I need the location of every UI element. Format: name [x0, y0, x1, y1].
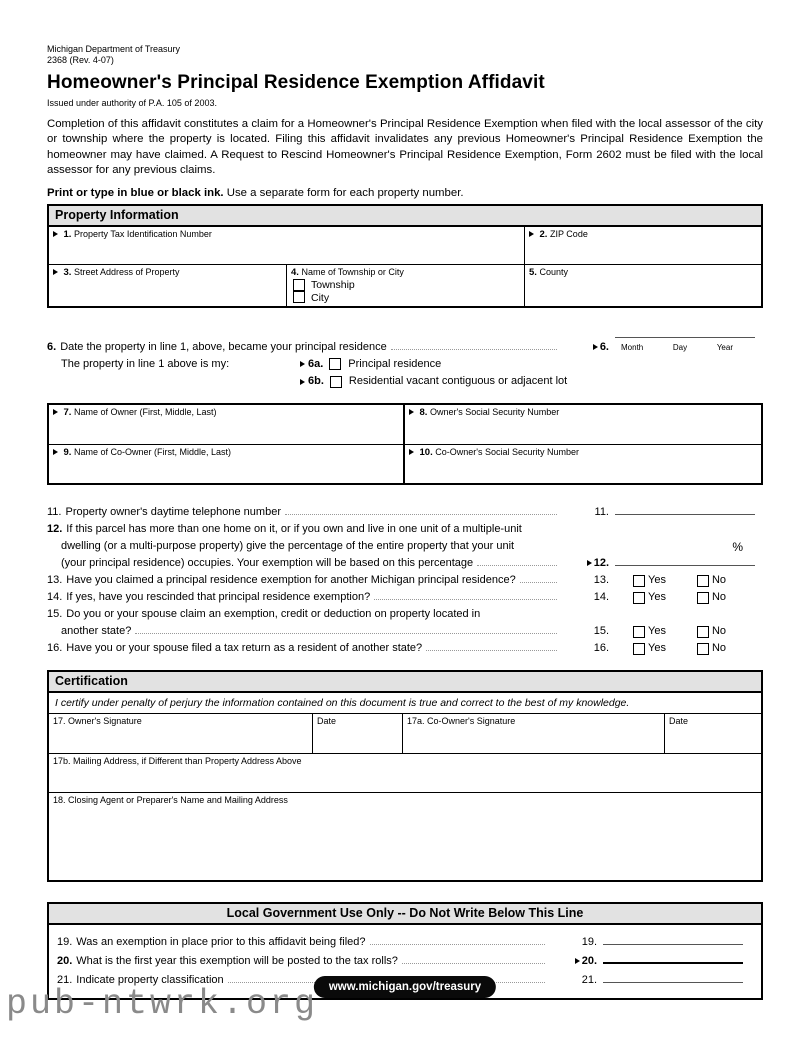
field-label: Date	[317, 716, 337, 727]
questions-section	[47, 502, 763, 657]
treasury-url-pill[interactable]	[314, 976, 496, 998]
phone-answer-line[interactable]	[615, 502, 755, 515]
arrow-icon	[409, 409, 414, 415]
q15-label-1: Do you or your spouse claim an exemption, credit or deduction on property located in	[66, 608, 481, 621]
field-label: Property Tax Identification Number	[73, 228, 212, 239]
mailing-address-field[interactable]	[49, 754, 761, 793]
q6-label: Date the property in line 1, above, became your principal residence	[60, 340, 387, 353]
q6-sub-label: The property in line 1 above is my:	[61, 358, 230, 371]
form-content	[47, 44, 763, 1000]
line6b-row	[47, 373, 763, 390]
q15-label-2: another state?	[61, 625, 132, 638]
q16-answer-number: 16.	[593, 642, 609, 655]
q21-answer-line[interactable]	[603, 970, 743, 983]
percent-sign: %	[732, 540, 743, 555]
q20-answer-area	[551, 951, 751, 970]
q13-yes-option	[633, 572, 666, 589]
percentage-answer-line[interactable]	[615, 553, 755, 566]
dotted-leader	[520, 582, 557, 583]
q13-label: Have you claimed a principal residence exemption for another Michigan principal residence?	[66, 574, 516, 587]
q20-answer-number	[551, 953, 597, 970]
q12-label-1: If this parcel has more than one home on it, or if you own and live in one unit of a multiple-unit	[66, 523, 522, 536]
certification-header: Certification	[49, 672, 761, 693]
q15-no-label: No	[711, 625, 727, 638]
q6b-checkbox[interactable]	[330, 376, 342, 388]
dotted-leader	[135, 633, 557, 634]
q6a-number: 6a.	[308, 357, 324, 370]
q19-answer-line[interactable]	[603, 932, 743, 945]
field-number: 18.	[53, 795, 66, 806]
owner-signature-field[interactable]	[49, 714, 313, 753]
q11-answer-area	[563, 502, 763, 521]
q20-row	[57, 951, 751, 970]
q12-label-2: dwelling (or a multi-purpose property) give the percentage of the entire property that your unit	[61, 540, 515, 553]
field-number: 10.	[419, 447, 433, 459]
q6b-label: Residential vacant contiguous or adjacent lot	[348, 375, 568, 388]
q12-answer-area	[563, 521, 763, 572]
arrow-icon	[575, 958, 580, 964]
arrow-icon	[53, 269, 58, 275]
q19-row	[57, 932, 751, 951]
q21-answer-area	[551, 970, 751, 989]
q15-line1	[47, 606, 563, 623]
city-checkbox[interactable]	[293, 291, 305, 303]
form-title: Homeowner's Principal Residence Exemption Affidavit	[47, 72, 545, 93]
field-number: 8.	[419, 407, 428, 419]
field-label: Name of Township or City	[301, 266, 404, 277]
q13-row	[47, 572, 763, 589]
field-number: 7.	[63, 407, 72, 419]
q15-number: 15.	[47, 608, 63, 621]
q11-label: Property owner's daytime telephone number	[65, 506, 281, 519]
q14-yes-option	[633, 589, 666, 606]
field-label: Mailing Address, if Different than Property Address Above	[73, 756, 302, 767]
q19-answer-area	[551, 932, 751, 951]
city-option	[293, 292, 520, 304]
q16-no-label: No	[711, 642, 727, 655]
q14-answer-area	[563, 589, 763, 606]
field-label: Name of Co-Owner (First, Middle, Last)	[73, 447, 232, 458]
line6a-row	[47, 356, 763, 374]
co-owner-ssn-field[interactable]	[405, 445, 761, 483]
field-number: 9.	[63, 447, 72, 459]
dotted-leader	[285, 514, 557, 515]
q12-text	[47, 521, 563, 572]
signature-row	[49, 714, 761, 754]
q15-yes-label: Yes	[648, 625, 666, 638]
q6b-option	[300, 373, 567, 390]
dotted-leader	[370, 944, 545, 945]
q21-label: Indicate property classification	[76, 974, 224, 987]
arrow-icon	[587, 560, 592, 566]
q16-yes-option	[633, 640, 666, 657]
agency-name: Michigan Department of Treasury	[47, 44, 181, 54]
township-option	[293, 279, 520, 291]
arrow-icon	[529, 231, 534, 237]
q12-line3	[47, 555, 563, 572]
q15-no-checkbox[interactable]	[697, 626, 709, 638]
field-number: 17.	[53, 716, 66, 727]
arrow-icon	[300, 379, 305, 385]
q15-row	[47, 606, 763, 640]
q13-no-label: No	[711, 574, 727, 587]
local-gov-header: Local Government Use Only -- Do Not Write Below This Line	[49, 904, 761, 925]
arrow-icon	[593, 344, 598, 350]
q6a-checkbox[interactable]	[329, 358, 341, 370]
q12-row	[47, 521, 763, 572]
field-number: 17a.	[407, 716, 425, 727]
q12-line1	[47, 521, 563, 538]
co-owner-name-field[interactable]	[49, 445, 405, 483]
instructions-rest: Use a separate form for each property number.	[223, 186, 464, 199]
q15-text	[47, 606, 563, 640]
q6-answer-num-text: 6.	[599, 340, 609, 353]
property-info-row-2	[49, 265, 761, 306]
owner-name-field[interactable]	[49, 405, 405, 444]
field-label: Co-Owner's Signature	[427, 716, 516, 727]
q14-yes-checkbox[interactable]	[633, 592, 645, 604]
q13-no-checkbox[interactable]	[697, 575, 709, 587]
day-label: Day	[672, 342, 688, 352]
q11-number: 11.	[47, 506, 62, 519]
q14-no-checkbox[interactable]	[697, 592, 709, 604]
q19-answer-number: 19.	[581, 936, 597, 949]
month-label: Month	[621, 342, 644, 352]
field-number: 2.	[539, 228, 548, 240]
dotted-leader	[477, 565, 557, 566]
q16-row	[47, 640, 763, 657]
arrow-icon	[53, 409, 58, 415]
q20-number: 20.	[57, 955, 73, 968]
q6-answer-number	[563, 339, 609, 356]
q14-label: If yes, have you rescinded that principal residence exemption?	[66, 591, 371, 604]
field-number: 1.	[63, 228, 72, 240]
q16-yes-label: Yes	[648, 642, 666, 655]
q16-no-option	[697, 640, 726, 657]
dotted-leader	[402, 963, 545, 964]
q13-answer-area	[563, 572, 763, 589]
co-owner-signature-date-field[interactable]	[665, 714, 761, 753]
township-city-field[interactable]	[287, 265, 525, 306]
q13-yes-label: Yes	[648, 574, 666, 587]
q20-answer-line[interactable]	[603, 951, 743, 964]
treasury-url-text: www.michigan.gov/treasury	[328, 981, 482, 993]
field-number: 3.	[63, 266, 72, 278]
owner-row-1	[49, 405, 761, 444]
dotted-leader	[374, 599, 557, 600]
q14-no-option	[697, 589, 726, 606]
owner-ssn-field[interactable]	[405, 405, 761, 444]
q6b-number: 6b.	[308, 375, 324, 388]
field-label: Owner's Signature	[68, 716, 142, 727]
q12-label-3: (your principal residence) occupies. Your exemption will be based on this percentage	[61, 557, 474, 570]
field-label: Street Address of Property	[73, 266, 180, 277]
q15-no-option	[697, 623, 726, 640]
line6-section	[47, 325, 763, 391]
field-number: 4.	[291, 266, 299, 278]
certification-section	[47, 670, 763, 882]
q16-yes-checkbox[interactable]	[633, 643, 645, 655]
q13-yes-checkbox[interactable]	[633, 575, 645, 587]
co-owner-signature-field[interactable]	[403, 714, 665, 753]
dotted-leader	[426, 650, 557, 651]
q11-row	[47, 502, 763, 521]
q21-number: 21.	[57, 974, 73, 987]
county-field[interactable]	[525, 265, 761, 306]
property-tax-id-field[interactable]	[49, 227, 525, 264]
township-checkbox[interactable]	[293, 279, 305, 291]
owner-row-2	[49, 444, 761, 483]
line6-row	[47, 325, 763, 356]
q12-number: 12.	[47, 523, 63, 536]
q12-answer-num-text: 12.	[593, 557, 609, 570]
q15-yes-option	[633, 623, 666, 640]
township-label: Township	[311, 278, 355, 291]
intro-paragraph: Completion of this affidavit constitutes a claim for a Homeowner's Principal Residence Exemption when filed with the local assessor of the city or township where the property is located. Filing this affidavit invalidates any previous Homeowner's Principal Residence Exemption the homeowner may have claimed. A Request to Rescind Homeowner's Principal Residence Exemption, Form 2602 must be filed with the local assessor for any previous claims.	[47, 118, 763, 177]
q13-number: 13.	[47, 574, 63, 587]
year-label: Year	[716, 342, 733, 352]
instructions-line	[47, 187, 763, 199]
q6-number: 6.	[47, 340, 57, 353]
date-field	[615, 325, 755, 356]
field-label: ZIP Code	[549, 228, 588, 239]
field-label: Co-Owner's Social Security Number	[435, 447, 580, 458]
q15-answer-number: 15.	[593, 625, 609, 638]
q14-row	[47, 589, 763, 606]
field-label: Name of Owner (First, Middle, Last)	[73, 407, 217, 418]
q15-yes-checkbox[interactable]	[633, 626, 645, 638]
dotted-leader	[391, 349, 557, 350]
closing-agent-field[interactable]	[49, 793, 761, 880]
q15-answer-area	[563, 623, 763, 640]
street-address-field[interactable]	[49, 265, 287, 306]
certification-statement: I certify under penalty of perjury the information contained on this document is true and correct to the best of my knowledge.	[49, 693, 761, 714]
q16-label: Have you or your spouse filed a tax return as a resident of another state?	[66, 642, 423, 655]
q14-answer-number: 14.	[593, 591, 609, 604]
q6a-option	[300, 356, 441, 373]
field-number: 17b.	[53, 756, 71, 767]
zip-code-field[interactable]	[525, 227, 761, 264]
property-info-row-1	[49, 227, 761, 265]
field-label: Date	[669, 716, 689, 727]
owner-section	[47, 403, 763, 485]
date-answer-line[interactable]	[615, 325, 755, 338]
authority-line: Issued under authority of P.A. 105 of 2003.	[47, 98, 217, 108]
arrow-icon	[300, 361, 305, 367]
q12-answer-line-row	[563, 553, 755, 572]
q20-answer-num-text: 20.	[581, 955, 597, 968]
q13-answer-number: 13.	[593, 574, 609, 587]
property-info-section	[47, 204, 763, 308]
owner-signature-date-field[interactable]	[313, 714, 403, 753]
q21-answer-number: 21.	[581, 974, 597, 987]
arrow-icon	[53, 231, 58, 237]
q20-label: What is the first year this exemption will be posted to the tax rolls?	[76, 955, 398, 968]
q19-number: 19.	[57, 936, 73, 949]
arrow-icon	[53, 449, 58, 455]
q11-answer-number: 11.	[594, 506, 609, 519]
q14-number: 14.	[47, 591, 63, 604]
arrow-icon	[409, 449, 414, 455]
field-number: 5.	[529, 266, 537, 278]
q12-answer-number	[563, 555, 609, 572]
q19-label: Was an exemption in place prior to this affidavit being filed?	[76, 936, 366, 949]
q14-yes-label: Yes	[648, 591, 666, 604]
instructions-bold: Print or type in blue or black ink.	[47, 186, 224, 199]
q13-no-option	[697, 572, 726, 589]
form-number: 2368 (Rev. 4-07)	[47, 54, 114, 65]
field-label: County	[539, 266, 568, 277]
q6a-label: Principal residence	[348, 357, 442, 370]
q16-no-checkbox[interactable]	[697, 643, 709, 655]
q16-answer-area	[563, 640, 763, 657]
q16-number: 16.	[47, 642, 63, 655]
date-labels	[615, 338, 755, 356]
q14-no-label: No	[711, 591, 727, 604]
city-label: City	[311, 291, 330, 304]
watermark-text: pub-ntwrk.org	[6, 984, 319, 1024]
property-info-header: Property Information	[49, 206, 761, 227]
field-label: Owner's Social Security Number	[429, 407, 560, 418]
q6-answer-area	[563, 325, 763, 356]
field-label: Closing Agent or Preparer's Name and Mailing Address	[68, 795, 288, 806]
q15-line2	[47, 623, 563, 640]
